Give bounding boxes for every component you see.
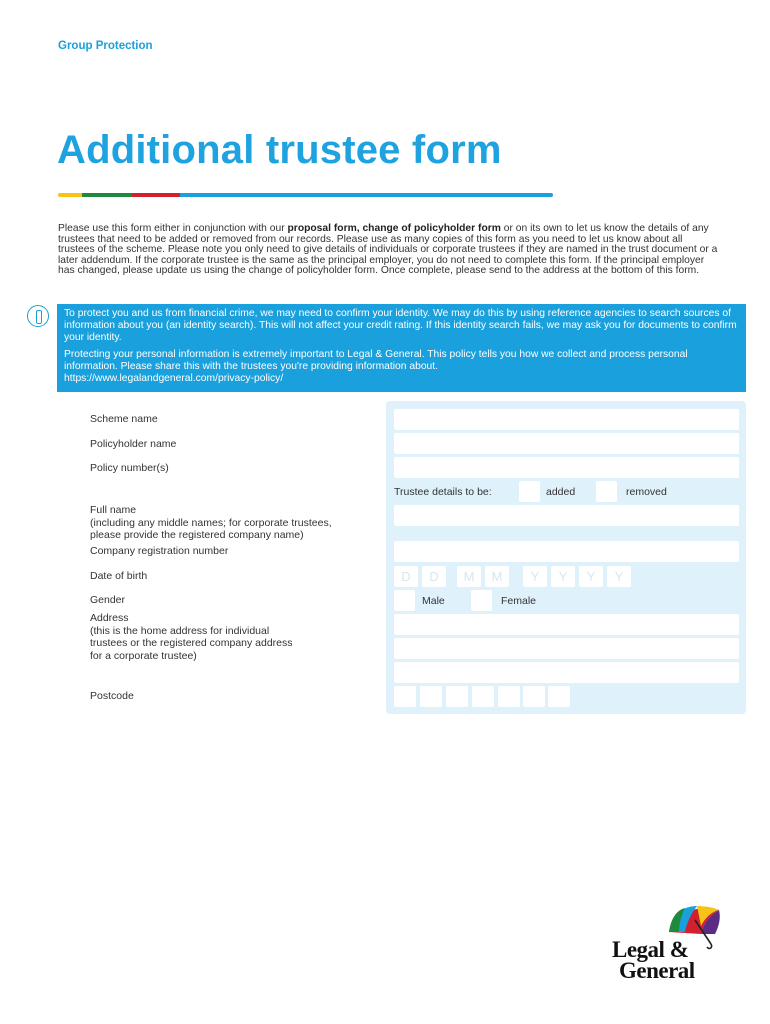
address-line-1-input[interactable] <box>394 614 739 635</box>
female-label: Female <box>501 595 537 607</box>
added-checkbox[interactable] <box>519 481 540 502</box>
dob-month-1[interactable]: M <box>457 566 481 587</box>
full-name-input[interactable] <box>394 505 739 526</box>
postcode-char-4[interactable] <box>472 686 494 707</box>
intro-paragraph: Please use this form either in conjunction with our proposal form, change of policyholder form or on its own to let us know the details of any trustees that need to be added or removed from our records. Please use as many copies of this form as you need to let us know about all trustees of the scheme. Please note you only need to give details of individuals or corporate trustees if they are named in the trust document or a later addendum. If the corporate trustee is the same as the principal employer, you do not need to complete this form. If the principal employer has changed, please update us using the change of policyholder form. Once complete, please send to the address at the bottom of this form. <box>58 223 718 277</box>
postcode-char-6[interactable] <box>523 686 545 707</box>
scheme-name-input[interactable] <box>394 409 739 430</box>
dob-year-1[interactable]: Y <box>523 566 547 587</box>
brand-label: Group Protection <box>58 40 153 52</box>
company-registration-label: Company registration number <box>90 545 229 557</box>
notice-box <box>57 304 746 392</box>
dob-day-2[interactable]: D <box>422 566 446 587</box>
logo-text-line2: General <box>619 958 695 983</box>
postcode-char-5[interactable] <box>498 686 520 707</box>
added-label: added <box>546 486 576 498</box>
postcode-char-2[interactable] <box>420 686 442 707</box>
address-label: Address (this is the home address for individual trustees or the registered company address for a corporate trustee) <box>90 612 293 662</box>
full-name-label: Full name (including any middle names; for corporate trustees, please provide the registered company name) <box>90 504 332 541</box>
address-line-2-input[interactable] <box>394 638 739 659</box>
policy-number-input[interactable] <box>394 457 739 478</box>
logo-text-line1: Legal & <box>612 937 689 962</box>
male-checkbox[interactable] <box>394 590 415 611</box>
postcode-label: Postcode <box>90 690 134 702</box>
company-registration-input[interactable] <box>394 541 739 562</box>
policy-number-label: Policy number(s) <box>90 462 169 474</box>
dob-year-2[interactable]: Y <box>551 566 575 587</box>
removed-label: removed <box>626 486 667 498</box>
postcode-char-3[interactable] <box>446 686 468 707</box>
dob-day-1[interactable]: D <box>394 566 418 587</box>
female-checkbox[interactable] <box>471 590 492 611</box>
removed-checkbox[interactable] <box>596 481 617 502</box>
postcode-char-7[interactable] <box>548 686 570 707</box>
title-color-rule <box>58 193 553 197</box>
notice-identity-text: To protect you and us from financial crime, we may need to confirm your identity. We may do this by using reference agencies to search sources of information about you (an identity search). This will not affect your credit rating. If this identity search fails, we may ask you for documents to confirm your identity. <box>64 308 737 344</box>
male-label: Male <box>422 595 445 607</box>
notice-privacy-text: Protecting your personal information is extremely important to Legal & General. This policy tells you how we collect and process personal information. Please share this with the trustees you're providing information about. https://www.legalandgeneral.com/privacy-policy/ <box>64 348 688 385</box>
dob-year-4[interactable]: Y <box>607 566 631 587</box>
policyholder-name-label: Policyholder name <box>90 438 177 450</box>
date-of-birth-label: Date of birth <box>90 570 148 582</box>
postcode-char-1[interactable] <box>394 686 416 707</box>
address-line-3-input[interactable] <box>394 662 739 683</box>
page-title: Additional trustee form <box>57 128 502 172</box>
trustee-details-label: Trustee details to be: <box>394 486 492 498</box>
info-icon <box>27 305 49 327</box>
dob-month-2[interactable]: M <box>485 566 509 587</box>
scheme-name-label: Scheme name <box>90 413 158 425</box>
dob-year-3[interactable]: Y <box>579 566 603 587</box>
policyholder-name-input[interactable] <box>394 433 739 454</box>
privacy-policy-link[interactable]: https://www.legalandgeneral.com/privacy-policy/ <box>64 373 284 385</box>
gender-label: Gender <box>90 594 126 606</box>
